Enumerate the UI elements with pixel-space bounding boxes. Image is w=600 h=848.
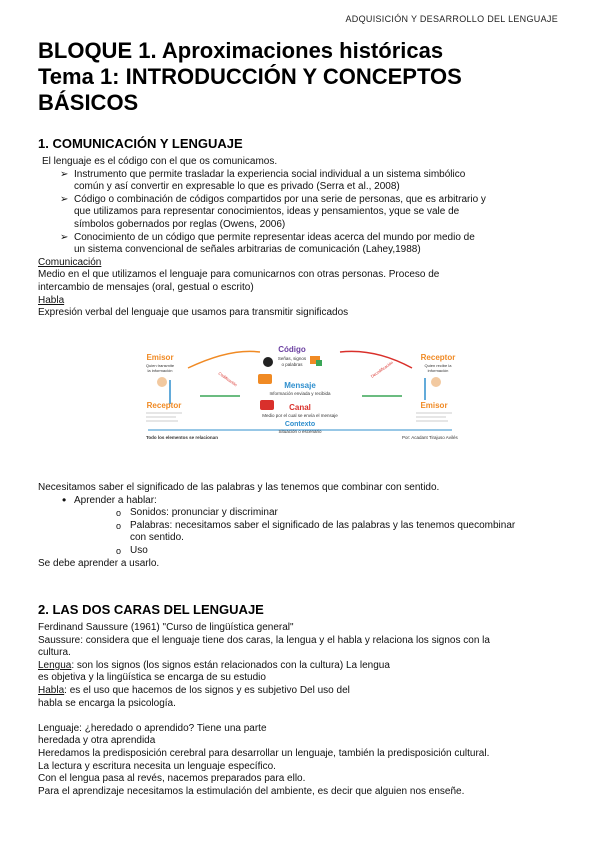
lengua-label: Lengua [38, 659, 72, 671]
bullet-item [38, 194, 568, 232]
after-diagram-text: Necesitamos saber el significado de las palabras y las tenemos que combinar con sentido. [38, 482, 440, 493]
person-icon [431, 377, 441, 387]
closing-text: Se debe aprender a usarlo. [38, 557, 160, 569]
bullet-item [38, 232, 568, 257]
running-header: ADQUISICIÓN Y DESARROLLO DEL LENGUAJE [345, 14, 558, 24]
diagram-footer-left: Todo los elementos se relacionan [146, 435, 218, 440]
sub-bullet: o Uso [38, 545, 568, 558]
paragraph-line: Con el lengua pasa al revés, nacemos preparados para ello. [38, 773, 306, 785]
decodificacion-label: Decodificación [369, 359, 394, 379]
paragraph-line: Heredamos la predisposición cerebral para desarrollar un lenguaje, también la predisposición cultural. [38, 747, 490, 759]
communication-diagram [140, 338, 460, 444]
codigo-sub: o palabras [281, 362, 303, 367]
bullet-line: que utilizamos para representar conocimientos, ideas y pensamientos, yque se vale de [74, 206, 460, 218]
section-2-heading: 2. LAS DOS CARAS DEL LENGUAJE [38, 602, 264, 617]
saussure-reference: Ferdinand Saussure (1961) "Curso de lingüística general" [38, 622, 294, 633]
aprender-bullet: • Aprender a hablar: [38, 495, 568, 508]
spacer [38, 710, 568, 723]
speech-icon [263, 357, 273, 367]
bullet-line: ➢ Código o combinación de códigos compartidos por una serie de personas, que es arbitrario y [74, 193, 486, 205]
habla-text-3: habla se encarga la psicología. [38, 697, 176, 709]
comunicacion-text: Medio en el que utilizamos el lenguaje para comunicarnos con otras personas. Proceso de [38, 269, 440, 281]
codigo-sub: Señas, signos [277, 356, 307, 361]
intro-text: El lenguaje es el código con el que os comunicamos. [42, 156, 278, 167]
bullet-line: un sistema convencional de señales arbitrarias de comunicación (Lahey,1988) [74, 244, 421, 256]
title-line-1: BLOQUE 1. Aproximaciones históricas [38, 38, 444, 63]
section-1-after [38, 482, 568, 570]
person-icon [157, 377, 167, 387]
title-line-2: Tema 1: INTRODUCCIÓN Y CONCEPTOS [38, 64, 462, 89]
habla-definition [38, 685, 568, 698]
sub-bullet-continued: con sentido. [130, 532, 184, 544]
receptor-label: Receptor [420, 353, 456, 362]
sub-bullet: o Sonidos: pronunciar y discriminar [38, 507, 568, 520]
comunicacion-text: intercambio de mensajes (oral, gestual o escrito) [38, 281, 254, 293]
saussure-text: cultura. [38, 647, 71, 659]
lengua-text: : son los signos (los signos están relacionados con la cultura) La lengua [71, 659, 390, 671]
emisor-label: Emisor [146, 353, 174, 362]
page-title [38, 38, 578, 116]
paragraph-line: La lectura y escritura necesita un lenguaje específico. [38, 760, 276, 772]
receptor-sub: Quien recibe la [424, 363, 452, 368]
title-line-3: BÁSICOS [38, 90, 139, 115]
habla-label: Habla [38, 294, 65, 306]
mensaje-sub: Información enviada y recibida [269, 391, 331, 396]
canal-sub: Medio por el cual se envía el mensaje [262, 413, 338, 418]
paragraph-line: heredada y otra aprendida [38, 735, 156, 747]
habla-text: Expresión verbal del lenguaje que usamos para transmitir significados [38, 307, 349, 319]
diagram-footer-right: Por: Acadant Tirajuso Avilés [402, 435, 458, 440]
bullet-line: símbolos gobernados por reglas (Owens, 2006) [74, 218, 286, 230]
comunicacion-label: Comunicación [38, 256, 102, 268]
bullet-line: ➢ Instrumento que permite trasladar la experiencia social individual a un sistema simbólico [74, 168, 466, 180]
lengua-text-2: es objetiva y la lingüística se encarga de su estudio [38, 672, 266, 684]
canal-icon [260, 400, 274, 410]
emisor-sub: Quien transmite [145, 363, 175, 368]
saussure-text: Saussure: considera que el lenguaje tiene dos caras, la lengua y el habla y relaciona los signos con la [38, 634, 490, 646]
bullet-line: común y así convertir en expresable lo que es privado (Serra et al., 2008) [74, 181, 400, 193]
canal-label: Canal [289, 403, 311, 412]
codigo-label: Código [278, 345, 306, 354]
paragraph-line: Para el aprendizaje necesitamos la estimulación del ambiente, es decir que alguien nos enseñe. [38, 785, 465, 797]
section-1-body [38, 156, 568, 320]
section-1-heading: 1. COMUNICACIÓN Y LENGUAJE [38, 136, 243, 151]
bullet-line: ➢ Conocimiento de un código que permite representar ideas acerca del mundo por medio de [74, 231, 475, 243]
paragraph-line: Lenguaje: ¿heredado o aprendido? Tiene una parte [38, 722, 267, 734]
emisor-label-2: Emisor [420, 401, 448, 410]
section-2-body [38, 622, 568, 798]
blocks-icon-part [316, 360, 322, 366]
codificacion-label: Codificación [217, 370, 239, 388]
receptor-sub: información [427, 368, 449, 373]
receptor-label-2: Receptor [146, 401, 182, 410]
habla-text-2: : es el uso que hacemos de los signos y es subjetivo Del uso del [64, 684, 350, 696]
emisor-sub: la información [147, 368, 173, 373]
sub-bullet: o Palabras: necesitamos saber el significado de las palabras y las tenemos quecombinar [38, 520, 568, 533]
contexto-sub: Situación o escenario [278, 429, 322, 434]
envelope-icon [258, 374, 272, 384]
mensaje-label: Mensaje [284, 381, 316, 390]
bullet-item [38, 169, 568, 194]
habla-label-2: Habla [38, 684, 65, 696]
contexto-label: Contexto [284, 421, 316, 428]
lengua-definition [38, 660, 568, 673]
